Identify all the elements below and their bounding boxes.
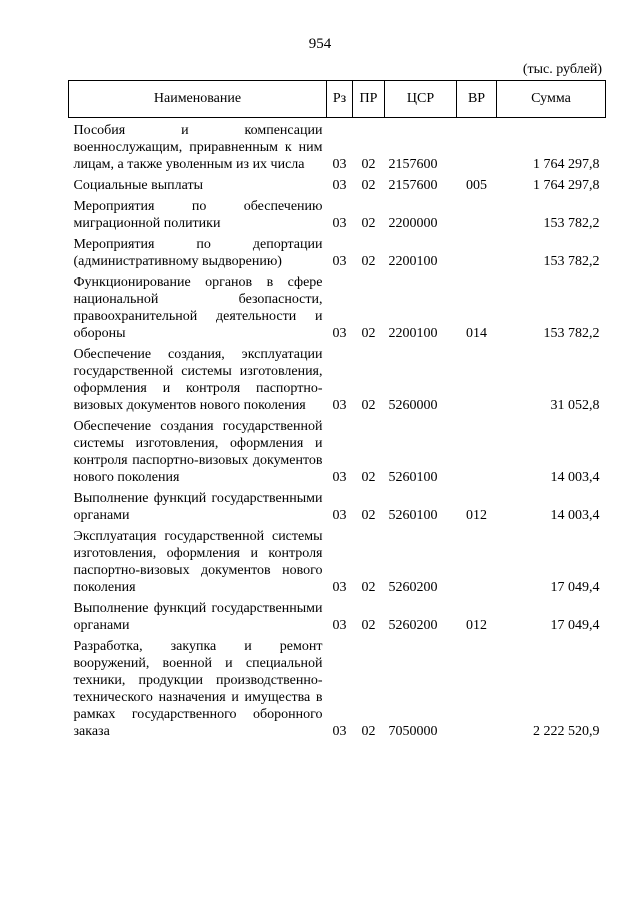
row-pr: 02 [361,724,376,739]
row-csr: 2157600 [388,178,438,193]
row-name: Обеспечение создания государственной системы изготовления, оформления и контроля паспортно-визовых документов нового поколения [73,419,323,485]
table-row [69,486,606,524]
row-pr: 02 [361,580,376,595]
row-name: Разработка, закупка и ремонт вооружений, военной и специальной техники, продукции производственно-технического назначения и имущества в рамках государственного оборонного заказа [73,639,323,739]
row-sum: 153 782,2 [543,326,600,341]
header-name: Наименование [69,81,327,118]
row-rz: 03 [332,508,347,523]
row-csr: 2200100 [388,254,438,269]
header-sum: Сумма [497,81,606,118]
row-rz: 03 [332,580,347,595]
row-name: Функционирование органов в сфере национальной безопасности, правоохранительной деятельности и обороны [73,275,323,341]
table-header-row [69,81,606,118]
row-sum: 31 052,8 [550,398,600,413]
row-rz: 03 [332,216,347,231]
row-rz: 03 [332,178,347,193]
header-pr: ПР [353,81,385,118]
row-vr [457,342,497,414]
row-vr [457,634,497,740]
row-vr: 014 [466,326,487,341]
row-name: Эксплуатация государственной системы изготовления, оформления и контроля паспортно-визовых документов нового поколения [73,529,323,595]
row-name: Мероприятия по обеспечению миграционной политики [73,199,323,231]
row-pr: 02 [361,508,376,523]
row-vr: 012 [466,618,487,633]
table-row [69,524,606,596]
row-vr [457,524,497,596]
row-csr: 2200000 [388,216,438,231]
row-rz: 03 [332,398,347,413]
row-pr: 02 [361,254,376,269]
row-pr: 02 [361,470,376,485]
row-pr: 02 [361,157,376,172]
row-csr: 5260200 [388,618,438,633]
row-name: Выполнение функций государственными органами [73,491,323,523]
row-sum: 153 782,2 [543,216,600,231]
row-rz: 03 [332,157,347,172]
header-vr: ВР [457,81,497,118]
row-vr: 012 [466,508,487,523]
row-sum: 17 049,4 [550,618,600,633]
table-row [69,194,606,232]
table-row [69,342,606,414]
row-pr: 02 [361,618,376,633]
row-name: Обеспечение создания, эксплуатации государственной системы изготовления, оформления и контроля паспортно-визовых документов нового поколения [73,347,323,413]
header-rz: Рз [327,81,353,118]
row-rz: 03 [332,470,347,485]
row-name: Пособия и компенсации военнослужащим, приравненным к ним лицам, а также уволенным из их числа [73,123,323,172]
row-csr: 2157600 [388,157,438,172]
row-csr: 5260100 [388,470,438,485]
row-sum: 14 003,4 [550,508,600,523]
row-csr: 2200100 [388,326,438,341]
row-name: Мероприятия по депортации (административному выдворению) [73,237,323,269]
row-name: Выполнение функций государственными органами [73,601,323,633]
row-pr: 02 [361,326,376,341]
page-number: 954 [308,36,332,52]
row-rz: 03 [332,254,347,269]
row-vr: 005 [466,178,487,193]
table-row [69,118,606,174]
row-name: Социальные выплаты [73,178,204,193]
table-row [69,232,606,270]
row-sum: 17 049,4 [550,580,600,595]
table-row [69,270,606,342]
row-csr: 5260200 [388,580,438,595]
budget-table [68,80,606,740]
units-label: (тыс. рублей) [522,62,602,77]
row-pr: 02 [361,178,376,193]
row-sum: 2 222 520,9 [533,724,600,739]
row-csr: 7050000 [388,724,438,739]
header-csr: ЦСР [385,81,457,118]
table-row [69,634,606,740]
row-pr: 02 [361,398,376,413]
row-pr: 02 [361,216,376,231]
row-sum: 14 003,4 [550,470,600,485]
table-row [69,173,606,194]
row-rz: 03 [332,724,347,739]
row-vr [457,414,497,486]
row-csr: 5260100 [388,508,438,523]
row-vr [457,194,497,232]
row-csr: 5260000 [388,398,438,413]
row-sum: 153 782,2 [543,254,600,269]
table-row [69,414,606,486]
row-rz: 03 [332,618,347,633]
row-vr [457,232,497,270]
row-vr [457,118,497,174]
row-sum: 1 764 297,8 [533,178,600,193]
row-rz: 03 [332,326,347,341]
table-row [69,596,606,634]
row-sum: 1 764 297,8 [533,157,600,172]
